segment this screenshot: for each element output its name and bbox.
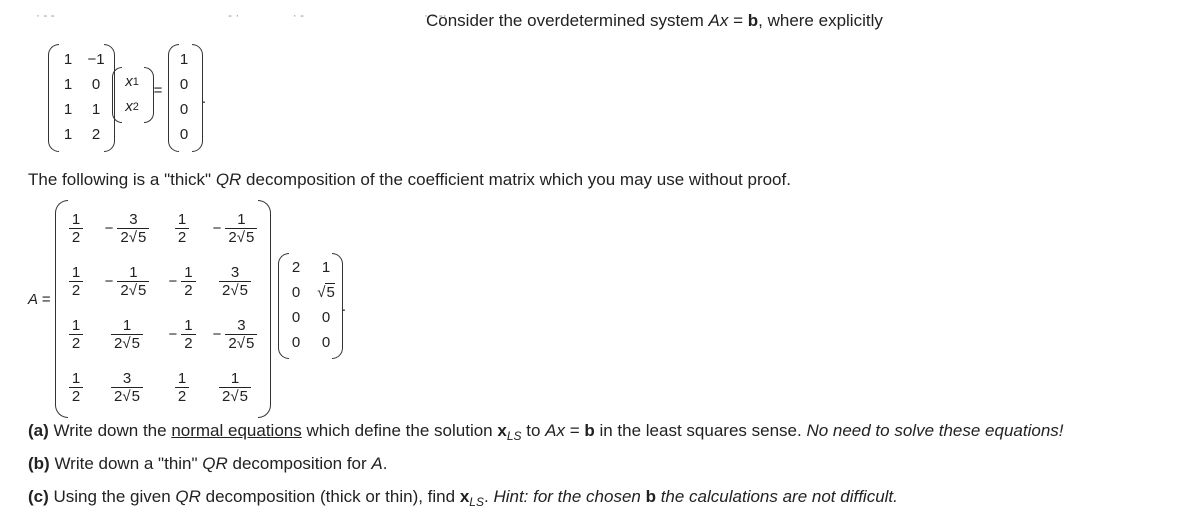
coef-cell: 1 [63, 101, 73, 118]
minus-sign: − [168, 273, 178, 290]
denominator: 2 [181, 281, 195, 299]
coef-cell: −1 [87, 51, 105, 68]
intro-Ax: Ax [708, 11, 729, 30]
radicand: 5 [246, 335, 255, 352]
minus-sign: − [212, 326, 222, 343]
denominator: 2 [175, 228, 189, 246]
q-entry [96, 255, 158, 308]
r-cell: 0 [291, 284, 301, 301]
r-cell: 1 [321, 259, 331, 276]
part-a [28, 421, 1064, 443]
part-c-text1: Using the given [48, 487, 176, 506]
denominator: 2√5 [117, 228, 149, 246]
r-cell: 0 [291, 334, 301, 351]
rhs-cell: 0 [179, 101, 189, 118]
intro-text: Consider the overdetermined system [426, 11, 709, 30]
qr-intro-text2: decomposition of the coefficient matrix which you may use without proof. [241, 170, 791, 189]
sqrt: √5 [230, 388, 248, 405]
coef-cell: 2 [91, 126, 101, 143]
coef-cell: 1 [91, 101, 101, 118]
fraction [111, 370, 143, 405]
q-entry [164, 255, 200, 308]
part-a-eq: = [564, 421, 585, 440]
radicand: 5 [239, 388, 248, 405]
fraction [175, 211, 189, 246]
denominator: 2 [69, 281, 83, 299]
var-cell [118, 69, 146, 94]
denominator: 2√5 [111, 387, 143, 405]
part-a-b: b [584, 421, 595, 440]
fraction [181, 317, 195, 352]
part-b-A: A [371, 454, 383, 473]
part-c [28, 487, 898, 509]
fraction [225, 317, 257, 352]
part-c-b: b [645, 487, 656, 506]
paren-right [258, 200, 271, 418]
numerator: 1 [230, 370, 240, 387]
minus-sign: − [104, 220, 114, 237]
fraction [117, 264, 149, 299]
q-entry [62, 202, 90, 255]
part-a-text2: which define the solution [301, 421, 498, 440]
denominator: 2√5 [117, 281, 149, 299]
var-name: x [125, 98, 133, 115]
fraction [225, 211, 257, 246]
q-entry [204, 202, 266, 255]
fraction [69, 264, 83, 299]
q-entry [96, 308, 158, 361]
part-c-qr: QR [175, 487, 201, 506]
radicand: 5 [138, 282, 147, 299]
denominator: 2 [181, 334, 195, 352]
numerator: 1 [71, 211, 81, 228]
sqrt: √5 [128, 282, 147, 299]
var-subscript: 1 [132, 75, 139, 88]
denominator: 2√5 [225, 334, 257, 352]
radicand: 5 [246, 229, 255, 246]
part-c-sub: LS [469, 495, 484, 509]
fraction [69, 317, 83, 352]
rhs-cell: 1 [179, 51, 189, 68]
q-entry [204, 361, 266, 414]
sqrt: √5 [122, 335, 140, 352]
q-entry [204, 308, 266, 361]
part-b-label: (b) [28, 454, 50, 473]
radicand: 5 [239, 282, 248, 299]
intro-eq: = [728, 11, 748, 30]
numerator: 1 [237, 211, 246, 228]
var-name: x [125, 73, 133, 90]
numerator: 1 [122, 317, 132, 334]
q-entry [96, 202, 158, 255]
part-c-text3: . [483, 487, 494, 506]
denominator: 2√5 [219, 281, 251, 299]
radicand: 5 [326, 284, 335, 301]
coef-cell: 1 [63, 51, 73, 68]
rhs-cell: 0 [179, 126, 189, 143]
period: . [201, 89, 207, 107]
part-c-hint2: the calculations are not difficult. [655, 487, 898, 506]
var-subscript: 2 [132, 100, 139, 113]
denominator: 2 [69, 228, 83, 246]
part-b-text3: . [382, 454, 388, 473]
fraction [219, 264, 251, 299]
minus-sign: − [168, 326, 178, 343]
part-a-sub: LS [506, 429, 522, 443]
part-a-text3: to [521, 421, 546, 440]
fraction [111, 317, 143, 352]
denominator: 2√5 [225, 228, 257, 246]
qr-intro-sentence [28, 170, 791, 190]
r-cell: 2 [291, 259, 301, 276]
r-cell: 0 [321, 334, 331, 351]
q-entry [204, 255, 266, 308]
minus-sign: − [104, 273, 114, 290]
sqrt: √5 [230, 282, 248, 299]
q-entry [62, 255, 90, 308]
fraction [69, 370, 83, 405]
var-cell [118, 94, 146, 119]
intro-sentence [426, 11, 883, 31]
part-b-qr: QR [202, 454, 228, 473]
numerator: 1 [177, 370, 187, 387]
fraction [117, 211, 149, 246]
part-b-text1: Write down a "thin" [49, 454, 203, 473]
part-c-hint1: Hint: for the chosen [493, 487, 646, 506]
part-a-text4: in the least squares sense. [594, 421, 807, 440]
numerator: 1 [177, 211, 187, 228]
fraction [69, 211, 83, 246]
q-entry [62, 308, 90, 361]
coef-cell: 1 [63, 126, 73, 143]
numerator: 1 [71, 370, 81, 387]
denominator: 2 [69, 334, 83, 352]
fraction [219, 370, 251, 405]
numerator: 3 [129, 211, 138, 228]
part-a-Ax: Ax [545, 421, 565, 440]
sqrt: √5 [317, 284, 335, 301]
minus-sign: − [212, 220, 222, 237]
cropped-text-fragment: · - - - · · - · - -· [36, 8, 447, 22]
part-c-x: x [459, 487, 470, 506]
numerator: 3 [237, 317, 246, 334]
part-a-hint: No need to solve these equations! [806, 421, 1064, 440]
part-a-text1: Write down the [48, 421, 172, 440]
q-entry [164, 308, 200, 361]
q-entry [62, 361, 90, 414]
numerator: 3 [230, 264, 240, 281]
part-c-text2: decomposition (thick or thin), find [200, 487, 460, 506]
intro-b: b [747, 11, 759, 30]
part-c-label: (c) [28, 487, 49, 506]
qr-lhs: A = [28, 291, 51, 308]
fraction [175, 370, 189, 405]
sqrt: √5 [236, 335, 255, 352]
coef-cell: 0 [91, 76, 101, 93]
numerator: 1 [71, 317, 81, 334]
sqrt: √5 [128, 229, 147, 246]
part-b [28, 454, 387, 474]
r-cell: 0 [291, 309, 301, 326]
period: . [341, 297, 347, 315]
radicand: 5 [131, 335, 140, 352]
sqrt: √5 [236, 229, 255, 246]
intro-tail: , where explicitly [758, 11, 883, 30]
part-b-text2: decomposition for [227, 454, 372, 473]
radicand: 5 [131, 388, 140, 405]
qr-intro-text1: The following is a "thick" [28, 170, 216, 189]
denominator: 2√5 [111, 334, 143, 352]
part-a-label: (a) [28, 421, 49, 440]
coef-cell: 1 [63, 76, 73, 93]
numerator: 1 [71, 264, 81, 281]
numerator: 3 [122, 370, 132, 387]
numerator: 1 [184, 264, 193, 281]
fraction [181, 264, 195, 299]
part-a-x: x [497, 421, 507, 440]
q-entry [164, 361, 200, 414]
rhs-cell: 0 [179, 76, 189, 93]
q-entry [96, 361, 158, 414]
radicand: 5 [138, 229, 147, 246]
denominator: 2√5 [219, 387, 251, 405]
numerator: 1 [129, 264, 138, 281]
normal-equations-link[interactable]: normal equations [171, 421, 302, 440]
numerator: 1 [184, 317, 193, 334]
denominator: 2 [175, 387, 189, 405]
qr-intro-qr: QR [215, 170, 242, 189]
r-cell: 0 [321, 309, 331, 326]
q-entry [164, 202, 200, 255]
equals-sign: = [153, 81, 163, 99]
sqrt: √5 [122, 388, 140, 405]
denominator: 2 [69, 387, 83, 405]
